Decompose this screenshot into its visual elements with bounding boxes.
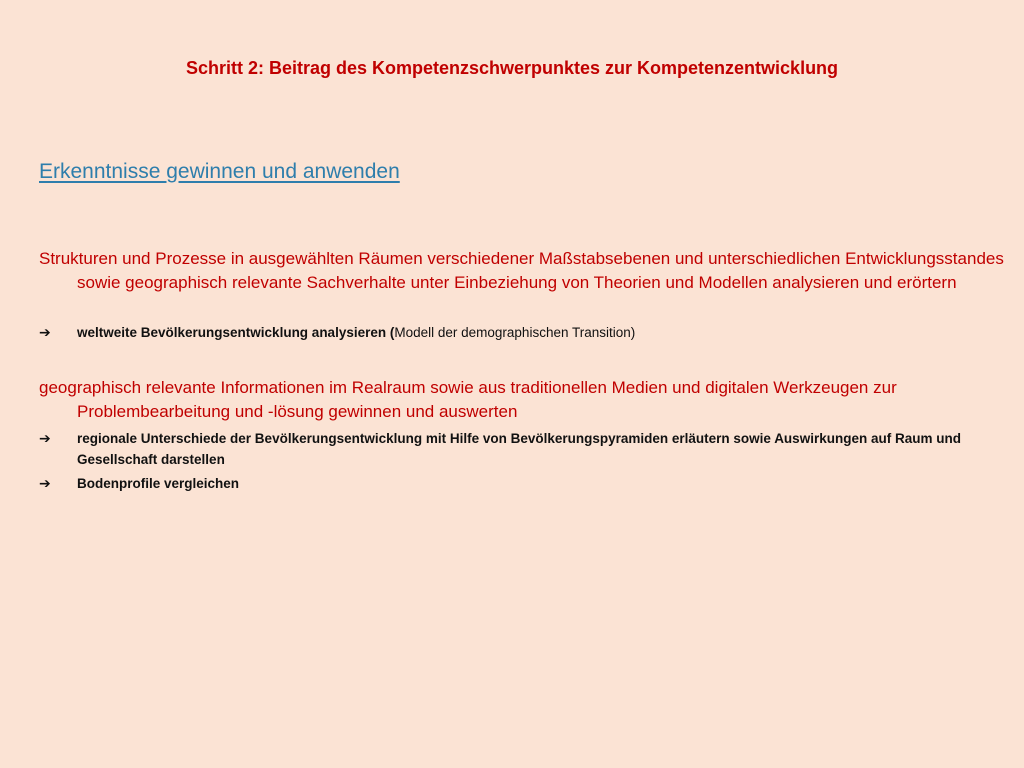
bullet-text-bold: regionale Unterschiede der Bevölkerungsentwicklung mit Hilfe von Bevölkerungspyramiden erläutern sowie Auswirkungen auf Raum und Gesellschaft darstellen xyxy=(77,431,961,467)
right-arrow-icon: ➔ xyxy=(39,430,51,446)
slide-title: Schritt 2: Beitrag des Kompetenzschwerpunktes zur Kompetenzentwicklung xyxy=(185,58,839,78)
competence-paragraph-1: Strukturen und Prozesse in ausgewählten Räumen verschiedener Maßstabsebenen und unterschiedlichen Entwicklungsstandes sowie geographisch relevante Sachverhalte unter Einbeziehung von Theorien und Modellen analysieren und erörtern xyxy=(39,249,1004,292)
bullet-item xyxy=(39,473,984,494)
bullet-text-bold: weltweite Bevölkerungsentwicklung analysieren ( xyxy=(77,325,395,340)
right-arrow-icon: ➔ xyxy=(39,475,51,491)
bullet-item xyxy=(39,428,984,470)
bullet-item xyxy=(39,322,984,343)
bullet-text-normal: Modell der demographischen Transition) xyxy=(394,325,636,340)
competence-paragraph-2: geographisch relevante Informationen im Realraum sowie aus traditionellen Medien und digitalen Werkzeugen zur Problembearbeitung und -lösung gewinnen und auswerten xyxy=(39,378,897,421)
section-heading-link[interactable]: Erkenntnisse gewinnen und anwenden xyxy=(39,160,400,183)
right-arrow-icon: ➔ xyxy=(39,324,51,340)
bullet-text-bold: Bodenprofile vergleichen xyxy=(77,476,240,491)
